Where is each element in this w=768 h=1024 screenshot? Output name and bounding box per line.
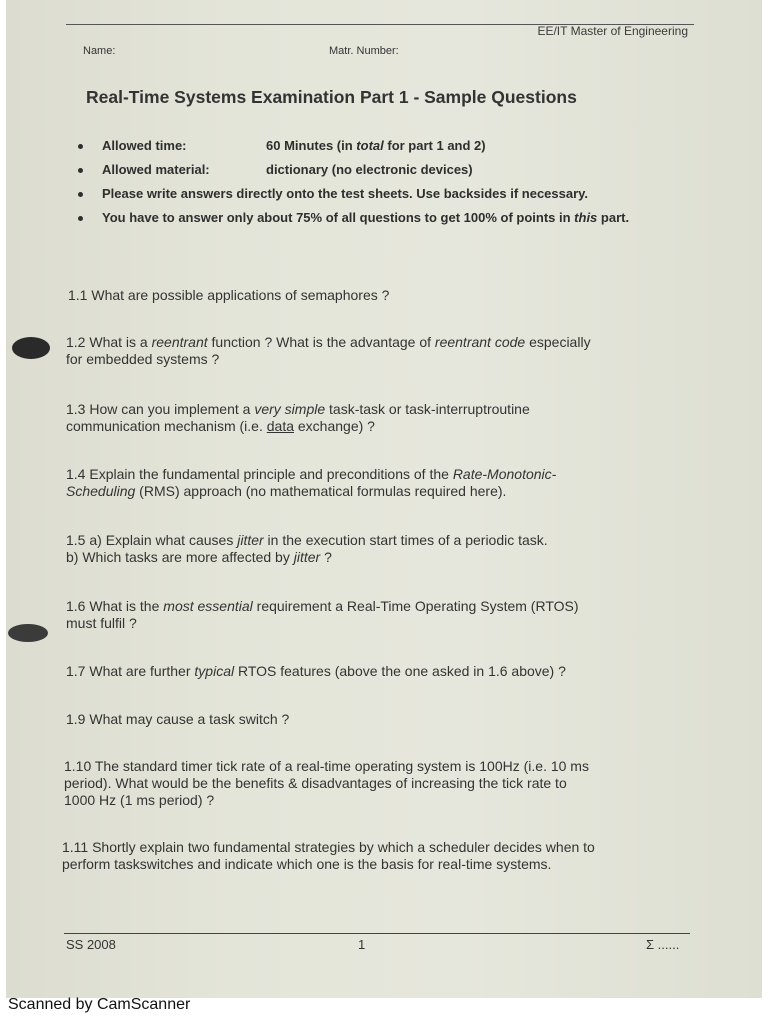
question-text: communication mechanism (i.e.: [66, 418, 267, 434]
question-text: must fulfil ?: [66, 615, 137, 631]
question-underline: data: [266, 418, 294, 434]
rule-value-end: for part 1 and 2): [383, 138, 486, 153]
punch-hole: [8, 624, 48, 642]
question-1-1: 1.1 What are possible applications of semaphores ?: [68, 287, 390, 303]
question-text: 1.2 What is a: [66, 334, 152, 350]
rule-value-emphasis: total: [356, 138, 384, 153]
question-text: b) Which tasks are more affected by: [66, 549, 294, 565]
question-text: function ? What is the advantage of: [207, 334, 435, 350]
question-text: especially: [525, 334, 591, 350]
question-emphasis: jitter: [293, 549, 321, 565]
question-text: 1.11 Shortly explain two fundamental strategies by which a scheduler decides when to: [62, 839, 595, 855]
footer-rule: [64, 933, 690, 934]
question-text: period). What would be the benefits & disadvantages of increasing the tick rate to: [64, 775, 567, 791]
question-1-4: [66, 466, 556, 500]
bullet-icon: [78, 144, 83, 149]
rule-text-emphasis: this: [574, 210, 598, 225]
question-1-9: 1.9 What may cause a task switch ?: [66, 711, 290, 727]
exam-sheet: [6, 0, 762, 998]
question-text: 1.3 How can you implement a: [66, 401, 255, 417]
question-emphasis: Scheduling: [66, 483, 136, 499]
question-text: 1000 Hz (1 ms period) ?: [64, 792, 215, 808]
question-emphasis: reentrant code: [434, 334, 526, 350]
question-emphasis: very simple: [254, 401, 326, 417]
question-text: 1.4 Explain the fundamental principle and preconditions of the: [66, 466, 453, 482]
question-text: perform taskswitches and indicate which one is the basis for real-time systems.: [62, 856, 552, 872]
question-text: 1.6 What is the: [66, 598, 164, 614]
bullet-icon: [78, 168, 83, 173]
page-number: 1: [358, 937, 366, 952]
bullet-icon: [78, 192, 83, 197]
question-text: ?: [320, 549, 332, 565]
question-emphasis: typical: [194, 663, 235, 679]
rule-item: [72, 186, 692, 202]
question-1-11: [62, 839, 595, 873]
question-text: 1.7 What are further: [66, 663, 195, 679]
question-1-2: [66, 334, 591, 368]
question-1-6: [66, 598, 579, 632]
question-emphasis: most essential: [163, 598, 253, 614]
question-emphasis: Rate-Monotonic-: [452, 466, 557, 482]
rule-item: [72, 210, 692, 226]
exam-rules-list: [72, 138, 692, 234]
question-1-5: [66, 532, 548, 566]
question-text: 1.5 a) Explain what causes: [66, 532, 238, 548]
rule-item: [72, 162, 692, 178]
question-text: (RMS) approach (no mathematical formulas required here).: [135, 483, 507, 499]
semester-label: SS 2008: [66, 937, 116, 952]
question-emphasis: jitter: [237, 532, 264, 548]
program-label: EE/IT Master of Engineering: [537, 24, 688, 38]
rule-item: [72, 138, 692, 154]
punch-hole: [12, 337, 50, 359]
question-text: requirement a Real-Time Operating System (RTOS): [252, 598, 579, 614]
matr-number-field-label: Matr. Number:: [329, 45, 399, 57]
points-sum: Σ ......: [646, 937, 680, 952]
question-emphasis: reentrant: [151, 334, 208, 350]
rule-value: 60 Minutes (in: [266, 138, 357, 153]
bullet-icon: [78, 216, 83, 221]
rule-text: You have to answer only about 75% of all questions to get 100% of points in: [102, 210, 575, 225]
question-text: RTOS features (above the one asked in 1.6 above) ?: [234, 663, 566, 679]
question-text: for embedded systems ?: [66, 351, 220, 367]
rule-text: Please write answers directly onto the test sheets. Use backsides if necessary.: [102, 186, 589, 201]
exam-title: Real-Time Systems Examination Part 1 - Sample Questions: [86, 87, 577, 107]
question-1-3: [66, 401, 530, 435]
question-1-7: [66, 663, 566, 680]
scanner-watermark: Scanned by CamScanner: [8, 996, 191, 1013]
rule-label: Allowed material:: [102, 162, 210, 177]
rule-text-end: part.: [597, 210, 630, 225]
name-field-label: Name:: [83, 45, 116, 57]
rule-label: Allowed time:: [102, 138, 187, 153]
question-text: in the execution start times of a periodic task.: [263, 532, 548, 548]
question-text: exchange) ?: [294, 418, 375, 434]
rule-value: dictionary (no electronic devices): [266, 162, 473, 177]
question-1-10: [64, 758, 589, 809]
question-text: 1.10 The standard timer tick rate of a real-time operating system is 100Hz (i.e. 10 ms: [64, 758, 589, 774]
question-text: task-task or task-interruptroutine: [325, 401, 530, 417]
